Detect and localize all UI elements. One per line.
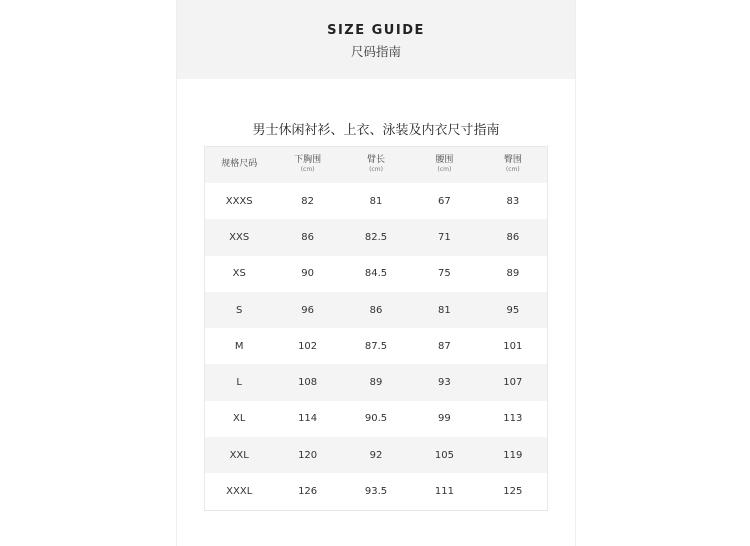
table-cell: 89 [369,377,383,389]
size-guide-title: SIZE GUIDE [327,23,425,38]
table-cell: 89 [506,268,520,280]
table-cell: 113 [503,413,523,425]
table-cell: 86 [506,231,520,243]
table-cell-size: XXXL [226,486,253,498]
table-cell-size: XL [232,413,246,425]
table-cell: 125 [503,486,523,498]
size-table-title: 男士休闲衬衫、上衣、泳装及内衣尺寸指南 [252,123,500,138]
table-cell: 83 [506,195,520,207]
table-row [205,437,547,473]
table-cell: 102 [298,340,318,352]
table-cell: 71 [438,231,451,243]
table-cell: 92 [369,449,383,461]
table-cell: 86 [369,304,383,316]
column-header-unit: (cm) [437,166,452,174]
column-header-label: 下胸围 [294,155,322,166]
table-cell: 105 [434,449,454,461]
table-cell: 119 [503,449,523,461]
table-cell: 81 [369,195,383,207]
table-cell: 86 [301,231,314,243]
column-header-label: 臀围 [503,155,522,166]
table-row [205,219,547,255]
table-cell: 108 [298,377,318,389]
table-cell-size: XXL [229,449,249,461]
column-header-unit: (cm) [300,166,315,174]
table-cell-size: M [234,340,244,352]
column-header [479,156,547,173]
table-cell-size: XXXS [225,195,253,207]
column-header-unit: (cm) [369,166,383,174]
table-cell-size: XS [232,268,246,280]
table-cell-size: S [236,304,243,316]
table-row [205,328,547,364]
table-row [205,256,547,292]
table-cell: 87 [438,340,451,352]
table-cell-size: L [236,377,242,389]
table-cell: 96 [301,304,314,316]
table-cell: 93.5 [364,486,388,498]
table-cell: 81 [438,304,451,316]
table-cell: 82.5 [364,231,388,243]
table-cell: 101 [503,340,523,352]
size-guide-header [177,0,575,79]
column-header [273,156,341,173]
column-header-label: 臂长 [367,155,386,166]
table-cell: 111 [434,486,454,498]
table-cell: 82 [301,195,314,207]
table-header-row [205,147,547,183]
column-header [410,156,478,173]
table-cell: 120 [298,449,318,461]
table-cell: 126 [298,486,318,498]
table-row [205,473,547,509]
table-row [205,292,547,328]
table-row [205,364,547,400]
column-header-unit: (cm) [505,166,520,174]
table-cell: 90.5 [364,413,388,425]
column-header [342,156,410,173]
table-cell: 67 [438,195,451,207]
table-cell: 93 [438,377,451,389]
table-cell: 99 [438,413,451,425]
table-row [205,401,547,437]
table-cell: 87.5 [364,340,388,352]
table-cell: 84.5 [364,268,388,280]
table-cell-size: XXS [229,231,250,243]
table-cell: 90 [301,268,314,280]
table-cell: 95 [506,304,520,316]
table-row [205,183,547,219]
column-header [205,160,273,170]
table-cell: 114 [298,413,318,425]
size-guide-panel [176,0,576,546]
table-cell: 75 [438,268,451,280]
size-guide-subtitle: 尺码指南 [350,44,401,59]
size-table [204,146,548,511]
column-header-label: 规格尺码 [221,159,258,170]
column-header-label: 腰围 [435,155,454,166]
table-cell: 107 [503,377,523,389]
